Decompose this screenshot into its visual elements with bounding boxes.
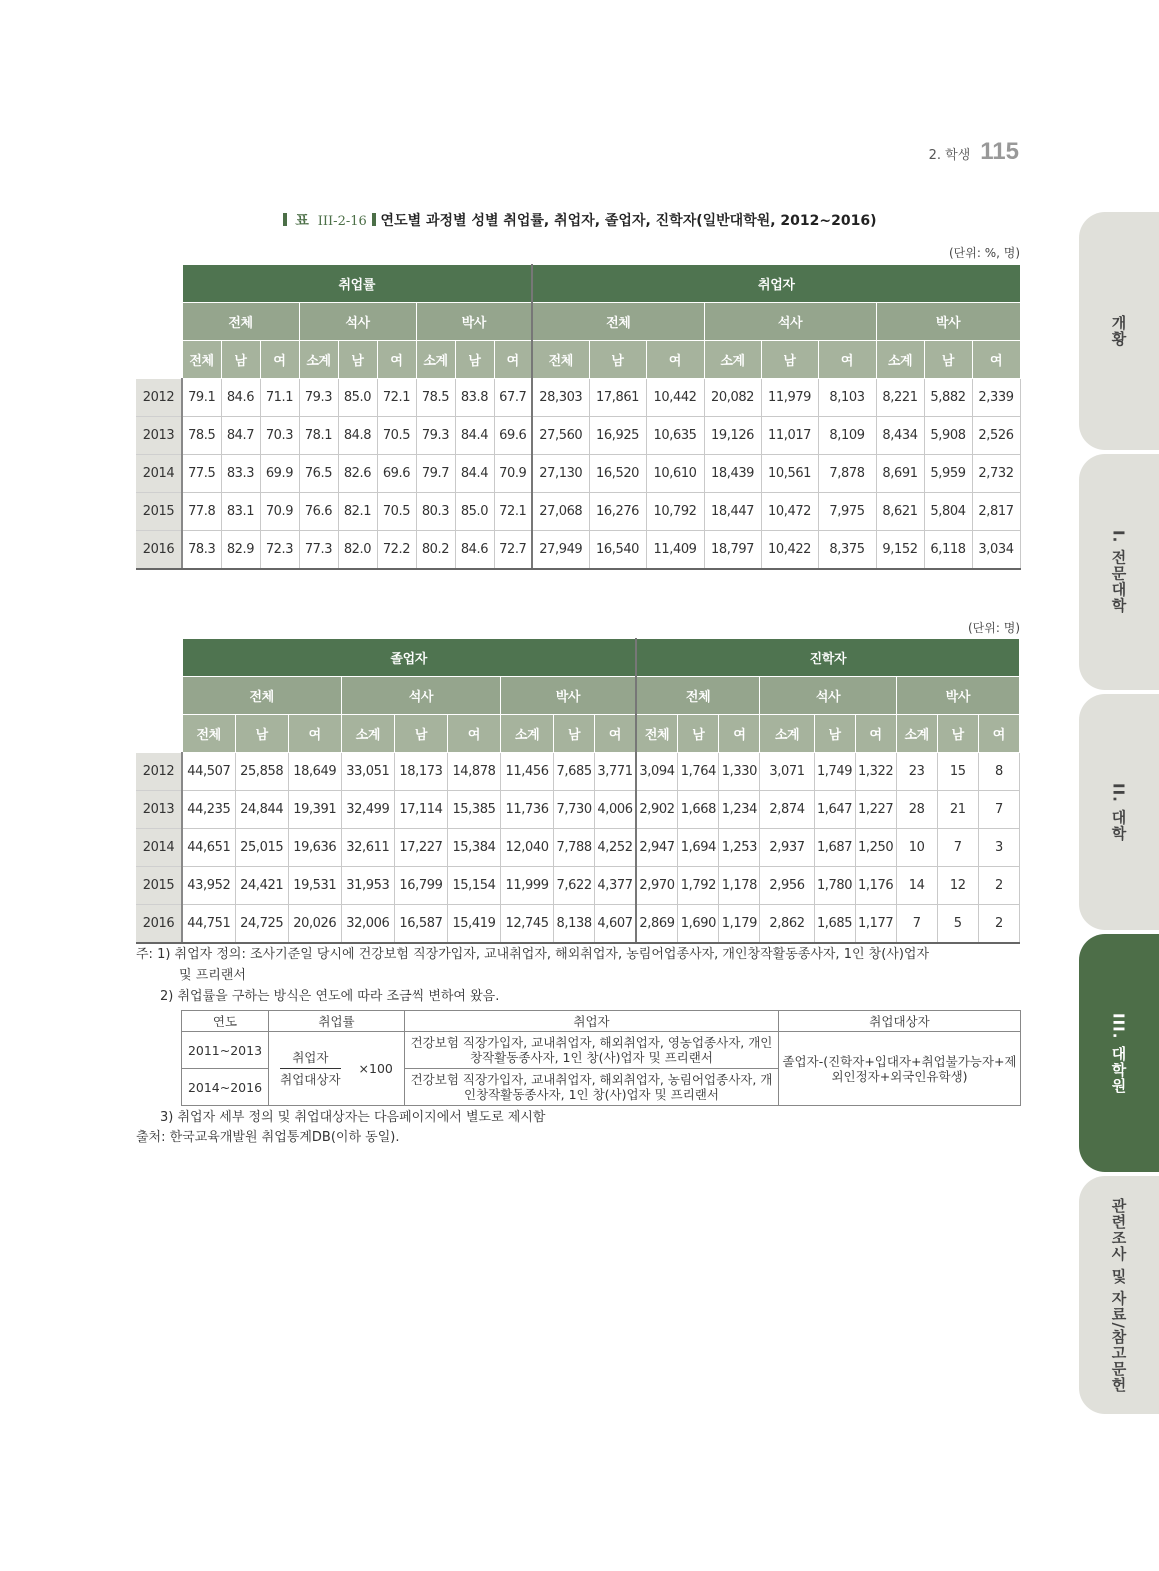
column-header: 남	[924, 341, 972, 379]
def-header: 취업대상자	[779, 1011, 1021, 1032]
subgroup-header: 전체	[636, 677, 760, 715]
column-header: 남	[554, 715, 595, 753]
value-cell: 27,949	[532, 531, 589, 570]
value-cell: 82.0	[338, 531, 377, 570]
value-cell: 84.6	[221, 379, 260, 417]
column-header: 전체	[182, 341, 221, 379]
value-cell: 17,114	[394, 791, 447, 829]
column-header: 소계	[299, 341, 338, 379]
column-header: 여	[818, 341, 876, 379]
value-cell: 1,647	[814, 791, 855, 829]
year-cell: 2014	[136, 455, 182, 493]
value-cell: 69.6	[494, 417, 532, 455]
value-cell: 5	[937, 905, 978, 944]
column-header: 남	[937, 715, 978, 753]
value-cell: 16,276	[589, 493, 646, 531]
value-cell: 16,799	[394, 867, 447, 905]
year-cell: 2016	[136, 905, 182, 944]
value-cell: 1,250	[855, 829, 896, 867]
value-cell: 11,999	[501, 867, 554, 905]
value-cell: 80.2	[416, 531, 455, 570]
value-cell: 27,560	[532, 417, 589, 455]
value-cell: 32,611	[341, 829, 394, 867]
value-cell: 3,071	[760, 753, 814, 791]
value-cell: 12,745	[501, 905, 554, 944]
tab-label: II. 대학	[1109, 782, 1128, 842]
value-cell: 9,152	[876, 531, 924, 570]
value-cell: 44,235	[182, 791, 235, 829]
value-cell: 14,878	[447, 753, 500, 791]
column-header: 남	[678, 715, 719, 753]
value-cell: 43,952	[182, 867, 235, 905]
value-cell: 8,691	[876, 455, 924, 493]
table-row	[136, 753, 1020, 791]
value-cell: 11,736	[501, 791, 554, 829]
column-header: 남	[338, 341, 377, 379]
value-cell: 1,749	[814, 753, 855, 791]
value-cell: 20,026	[288, 905, 341, 944]
value-cell: 21	[937, 791, 978, 829]
value-cell: 3,034	[972, 531, 1020, 570]
column-header: 전체	[532, 341, 589, 379]
value-cell: 19,636	[288, 829, 341, 867]
subgroup-header: 석사	[760, 677, 896, 715]
year-cell: 2016	[136, 531, 182, 570]
column-header: 소계	[416, 341, 455, 379]
value-cell: 27,130	[532, 455, 589, 493]
tab-label: 개황	[1109, 315, 1128, 347]
table-title	[0, 210, 1159, 230]
def-header: 취업률	[269, 1011, 405, 1032]
tab-label: I. 전문대학	[1109, 530, 1128, 614]
value-cell: 17,861	[589, 379, 646, 417]
value-cell: 72.3	[260, 531, 299, 570]
value-cell: 7,730	[554, 791, 595, 829]
value-cell: 18,439	[704, 455, 761, 493]
value-cell: 11,409	[646, 531, 704, 570]
value-cell: 80.3	[416, 493, 455, 531]
value-cell: 2,339	[972, 379, 1020, 417]
page-number: 115	[980, 138, 1019, 165]
value-cell: 7,788	[554, 829, 595, 867]
value-cell: 5,882	[924, 379, 972, 417]
value-cell: 4,377	[595, 867, 636, 905]
table-row	[136, 867, 1020, 905]
tab-label: 관련조사 및 자료/참고문헌	[1109, 1197, 1128, 1393]
value-cell: 1,178	[719, 867, 760, 905]
value-cell: 77.3	[299, 531, 338, 570]
value-cell: 79.3	[416, 417, 455, 455]
value-cell: 77.5	[182, 455, 221, 493]
value-cell: 82.9	[221, 531, 260, 570]
value-cell: 70.5	[377, 493, 416, 531]
value-cell: 7	[978, 791, 1019, 829]
value-cell: 3,094	[636, 753, 678, 791]
subgroup-header: 전체	[182, 677, 341, 715]
value-cell: 16,587	[394, 905, 447, 944]
value-cell: 15,154	[447, 867, 500, 905]
source-note: 출처: 한국교육개발원 취업통계DB(이하 동일).	[136, 1130, 400, 1145]
value-cell: 84.8	[338, 417, 377, 455]
value-cell: 10,561	[761, 455, 818, 493]
tab-references[interactable]	[1079, 1176, 1159, 1414]
def-employed-2: 건강보험 직장가입자, 교내취업자, 해외취업자, 농림어업종사자, 개인창작활동종사자, 1인 창(사)업자 및 프리랜서	[405, 1069, 779, 1106]
value-cell: 15,384	[447, 829, 500, 867]
subgroup-header: 석사	[341, 677, 500, 715]
value-cell: 83.3	[221, 455, 260, 493]
value-cell: 7,685	[554, 753, 595, 791]
def-employed-1: 건강보험 직장가입자, 교내취업자, 해외취업자, 영농업종사자, 개인창작활동종사자, 1인 창(사)업자 및 프리랜서	[405, 1032, 779, 1069]
value-cell: 44,751	[182, 905, 235, 944]
group-header: 진학자	[636, 639, 1020, 677]
value-cell: 11,979	[761, 379, 818, 417]
column-header: 여	[646, 341, 704, 379]
value-cell: 84.6	[455, 531, 494, 570]
tab-junior-college[interactable]	[1079, 454, 1159, 690]
value-cell: 85.0	[455, 493, 494, 531]
value-cell: 28,303	[532, 379, 589, 417]
column-header: 남	[235, 715, 288, 753]
value-cell: 67.7	[494, 379, 532, 417]
value-cell: 2,732	[972, 455, 1020, 493]
value-cell: 2,874	[760, 791, 814, 829]
value-cell: 72.2	[377, 531, 416, 570]
value-cell: 1,792	[678, 867, 719, 905]
column-header: 소계	[501, 715, 554, 753]
column-header: 여	[972, 341, 1020, 379]
value-cell: 70.3	[260, 417, 299, 455]
value-cell: 2,526	[972, 417, 1020, 455]
value-cell: 32,006	[341, 905, 394, 944]
value-cell: 70.9	[260, 493, 299, 531]
value-cell: 78.5	[182, 417, 221, 455]
note-1: 주: 1) 취업자 정의: 조사기준일 당시에 건강보험 직장가입자, 교내취업자, 해외취업자, 농림어업종사자, 개인창작활동종사자, 1인 창(사)업자	[136, 947, 930, 962]
def-header: 취업자	[405, 1011, 779, 1032]
multiplier: ×100	[358, 1061, 393, 1076]
table-row	[136, 455, 1020, 493]
value-cell: 44,651	[182, 829, 235, 867]
tab-university[interactable]	[1079, 694, 1159, 930]
value-cell: 72.1	[494, 493, 532, 531]
section-name: 2. 학생	[928, 148, 971, 163]
table-row	[136, 417, 1020, 455]
column-header: 소계	[341, 715, 394, 753]
value-cell: 2,902	[636, 791, 678, 829]
value-cell: 18,649	[288, 753, 341, 791]
column-header: 여	[377, 341, 416, 379]
group-header: 취업률	[182, 265, 532, 303]
value-cell: 69.9	[260, 455, 299, 493]
tab-overview[interactable]	[1079, 212, 1159, 450]
value-cell: 8,621	[876, 493, 924, 531]
value-cell: 78.1	[299, 417, 338, 455]
subgroup-header: 전체	[182, 303, 299, 341]
value-cell: 1,177	[855, 905, 896, 944]
value-cell: 8,221	[876, 379, 924, 417]
value-cell: 44,507	[182, 753, 235, 791]
value-cell: 1,685	[814, 905, 855, 944]
subgroup-header: 박사	[501, 677, 636, 715]
value-cell: 69.6	[377, 455, 416, 493]
value-cell: 33,051	[341, 753, 394, 791]
year-cell: 2015	[136, 867, 182, 905]
value-cell: 83.1	[221, 493, 260, 531]
value-cell: 8,138	[554, 905, 595, 944]
value-cell: 83.8	[455, 379, 494, 417]
tab-label: III. 대학원	[1109, 1012, 1128, 1094]
column-header: 여	[288, 715, 341, 753]
value-cell: 5,804	[924, 493, 972, 531]
value-cell: 17,227	[394, 829, 447, 867]
subgroup-header: 박사	[896, 677, 1019, 715]
value-cell: 76.6	[299, 493, 338, 531]
value-cell: 7,975	[818, 493, 876, 531]
value-cell: 24,725	[235, 905, 288, 944]
subgroup-header: 박사	[416, 303, 532, 341]
value-cell: 70.9	[494, 455, 532, 493]
denominator: 취업대상자	[280, 1072, 341, 1087]
note-2: 2) 취업률을 구하는 방식은 연도에 따라 조금씩 변하여 왔음.	[160, 989, 500, 1004]
value-cell: 4,006	[595, 791, 636, 829]
year-cell: 2012	[136, 753, 182, 791]
value-cell: 2,862	[760, 905, 814, 944]
column-header: 여	[260, 341, 299, 379]
value-cell: 8	[978, 753, 1019, 791]
value-cell: 4,607	[595, 905, 636, 944]
value-cell: 10	[896, 829, 937, 867]
value-cell: 15,385	[447, 791, 500, 829]
subgroup-header: 박사	[876, 303, 1020, 341]
value-cell: 12	[937, 867, 978, 905]
value-cell: 1,764	[678, 753, 719, 791]
value-cell: 1,690	[678, 905, 719, 944]
employment-table	[136, 264, 1021, 570]
value-cell: 4,252	[595, 829, 636, 867]
value-cell: 1,780	[814, 867, 855, 905]
year-cell: 2015	[136, 493, 182, 531]
numerator: 취업자	[280, 1050, 340, 1069]
subgroup-header: 석사	[704, 303, 876, 341]
value-cell: 78.5	[416, 379, 455, 417]
tab-graduate-school[interactable]	[1079, 934, 1159, 1172]
note-1-cont: 및 프리랜서	[179, 968, 246, 983]
column-header: 남	[221, 341, 260, 379]
graduates-table	[136, 638, 1020, 944]
subgroup-header: 전체	[532, 303, 704, 341]
value-cell: 16,540	[589, 531, 646, 570]
value-cell: 1,179	[719, 905, 760, 944]
value-cell: 5,908	[924, 417, 972, 455]
value-cell: 3,771	[595, 753, 636, 791]
value-cell: 2,937	[760, 829, 814, 867]
value-cell: 85.0	[338, 379, 377, 417]
value-cell: 1,227	[855, 791, 896, 829]
title-bar-icon	[372, 213, 376, 226]
value-cell: 28	[896, 791, 937, 829]
value-cell: 8,109	[818, 417, 876, 455]
value-cell: 10,792	[646, 493, 704, 531]
value-cell: 1,694	[678, 829, 719, 867]
value-cell: 15,419	[447, 905, 500, 944]
value-cell: 16,925	[589, 417, 646, 455]
value-cell: 12,040	[501, 829, 554, 867]
value-cell: 10,472	[761, 493, 818, 531]
value-cell: 18,797	[704, 531, 761, 570]
value-cell: 25,015	[235, 829, 288, 867]
value-cell: 24,844	[235, 791, 288, 829]
value-cell: 20,082	[704, 379, 761, 417]
column-header: 소계	[760, 715, 814, 753]
column-header-row	[136, 341, 1020, 379]
value-cell: 11,017	[761, 417, 818, 455]
column-header: 남	[761, 341, 818, 379]
column-header: 여	[978, 715, 1019, 753]
value-cell: 19,531	[288, 867, 341, 905]
table2-unit: (단위: 명)	[968, 621, 1020, 635]
value-cell: 2,970	[636, 867, 678, 905]
value-cell: 82.6	[338, 455, 377, 493]
value-cell: 84.4	[455, 455, 494, 493]
fraction	[280, 1050, 340, 1087]
value-cell: 77.8	[182, 493, 221, 531]
value-cell: 7,622	[554, 867, 595, 905]
column-header: 소계	[704, 341, 761, 379]
value-cell: 70.5	[377, 417, 416, 455]
value-cell: 24,421	[235, 867, 288, 905]
value-cell: 19,391	[288, 791, 341, 829]
column-header: 여	[719, 715, 760, 753]
value-cell: 1,330	[719, 753, 760, 791]
column-header: 남	[589, 341, 646, 379]
value-cell: 1,687	[814, 829, 855, 867]
year-cell: 2012	[136, 379, 182, 417]
value-cell: 84.7	[221, 417, 260, 455]
value-cell: 18,173	[394, 753, 447, 791]
column-header: 여	[595, 715, 636, 753]
value-cell: 8,434	[876, 417, 924, 455]
value-cell: 27,068	[532, 493, 589, 531]
column-header: 소계	[896, 715, 937, 753]
table-row	[136, 829, 1020, 867]
column-header: 전체	[182, 715, 235, 753]
value-cell: 32,499	[341, 791, 394, 829]
value-cell: 7	[937, 829, 978, 867]
table-row	[136, 905, 1020, 944]
table-row	[136, 379, 1020, 417]
value-cell: 7,878	[818, 455, 876, 493]
value-cell: 31,953	[341, 867, 394, 905]
value-cell: 6,118	[924, 531, 972, 570]
value-cell: 2,817	[972, 493, 1020, 531]
column-header: 여	[447, 715, 500, 753]
footnotes-bottom	[136, 1108, 1026, 1148]
value-cell: 78.3	[182, 531, 221, 570]
value-cell: 7	[896, 905, 937, 944]
value-cell: 25,858	[235, 753, 288, 791]
value-cell: 15	[937, 753, 978, 791]
value-cell: 72.7	[494, 531, 532, 570]
column-header: 여	[855, 715, 896, 753]
value-cell: 2,956	[760, 867, 814, 905]
footnotes	[136, 944, 1026, 1007]
value-cell: 79.7	[416, 455, 455, 493]
value-cell: 14	[896, 867, 937, 905]
value-cell: 18,447	[704, 493, 761, 531]
table-row	[136, 493, 1020, 531]
value-cell: 10,610	[646, 455, 704, 493]
column-header: 남	[814, 715, 855, 753]
value-cell: 84.4	[455, 417, 494, 455]
year-cell: 2013	[136, 417, 182, 455]
year-cell: 2013	[136, 791, 182, 829]
value-cell: 79.1	[182, 379, 221, 417]
column-header: 남	[455, 341, 494, 379]
def-year: 2011~2013	[182, 1032, 269, 1069]
value-cell: 10,442	[646, 379, 704, 417]
table-row	[136, 791, 1020, 829]
column-header: 전체	[636, 715, 678, 753]
table-row	[136, 531, 1020, 570]
value-cell: 2,869	[636, 905, 678, 944]
definition-table	[181, 1010, 1021, 1106]
value-cell: 8,103	[818, 379, 876, 417]
value-cell: 2,947	[636, 829, 678, 867]
title-text: 연도별 과정별 성별 취업률, 취업자, 졸업자, 진학자(일반대학원, 2012~2016)	[380, 213, 877, 229]
value-cell: 82.1	[338, 493, 377, 531]
table1-unit: (단위: %, 명)	[948, 246, 1020, 260]
year-cell: 2014	[136, 829, 182, 867]
value-cell: 8,375	[818, 531, 876, 570]
group-header: 취업자	[532, 265, 1020, 303]
value-cell: 19,126	[704, 417, 761, 455]
value-cell: 3	[978, 829, 1019, 867]
value-cell: 71.1	[260, 379, 299, 417]
value-cell: 23	[896, 753, 937, 791]
column-header: 여	[494, 341, 532, 379]
value-cell: 2	[978, 867, 1019, 905]
group-header: 졸업자	[182, 639, 636, 677]
value-cell: 1,234	[719, 791, 760, 829]
value-cell: 1,253	[719, 829, 760, 867]
value-cell: 76.5	[299, 455, 338, 493]
value-cell: 2	[978, 905, 1019, 944]
title-bar-icon	[283, 213, 287, 226]
value-cell: 11,456	[501, 753, 554, 791]
rate-formula	[269, 1032, 405, 1106]
value-cell: 1,322	[855, 753, 896, 791]
running-header	[929, 138, 1019, 166]
value-cell: 1,176	[855, 867, 896, 905]
value-cell: 1,668	[678, 791, 719, 829]
value-cell: 79.3	[299, 379, 338, 417]
title-number: III-2-16	[317, 214, 367, 229]
title-label: 표	[295, 213, 309, 229]
value-cell: 5,959	[924, 455, 972, 493]
value-cell: 16,520	[589, 455, 646, 493]
subgroup-header: 석사	[299, 303, 416, 341]
def-header: 연도	[182, 1011, 269, 1032]
value-cell: 10,635	[646, 417, 704, 455]
def-target: 졸업자-(진학자+입대자+취업불가능자+제외인정자+외국인유학생)	[779, 1032, 1021, 1106]
note-3: 3) 취업자 세부 정의 및 취업대상자는 다음페이지에서 별도로 제시함	[160, 1110, 546, 1125]
column-header: 남	[394, 715, 447, 753]
value-cell: 10,422	[761, 531, 818, 570]
column-header-row	[136, 715, 1020, 753]
column-header: 소계	[876, 341, 924, 379]
def-year: 2014~2016	[182, 1069, 269, 1106]
value-cell: 72.1	[377, 379, 416, 417]
